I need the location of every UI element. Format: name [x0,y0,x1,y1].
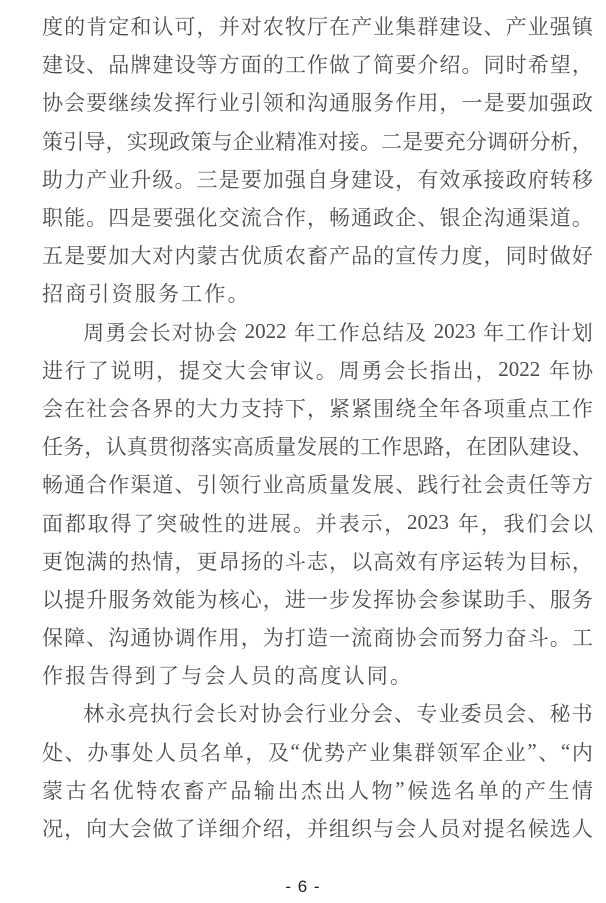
text-line: 更 饱 满 的 热 情 ， 更 昂 扬 的 斗 志 ， 以 高 效 有 序 运 转 为 目 标 ， [42,549,593,574]
text-line: 任 务 ， 认 真 贯 彻 落 实 高 质 量 发 展 的 工 作 思 路 ， 在 团 队 建 设 、 [42,435,593,460]
page-number: - 6 - [285,877,321,896]
text-line: 职 能 。 四 是 要 强 化 交 流 合 作 ， 畅 通 政 企 、 银 企 沟 通 渠 道 。 [42,206,593,231]
paragraph-indent [42,713,82,714]
text-line: 林 永 亮 执 行 会 长 对 协 会 行 业 分 会 、 专 业 委 员 会 、 秘 书 [42,694,593,732]
document-body [42,7,593,847]
paragraph-indent [42,331,82,332]
text-line: 周 勇 会 长 对 协 会 2022 年 工 作 总 结 及 2023 年 工 作 计 划 [42,313,593,351]
text-line: 处 、 办 事 处 人 员 名 单 ， 及 “ 优 势 产 业 集 群 领 军 企 业 ” 、 “ 内 [42,739,593,765]
text-line: 作报告得到了与会人员的高度认同。 [42,664,414,689]
text-line: 以 提 升 服 务 效 能 为 核 心 ， 进 一 步 发 挥 协 会 参 谋 助 手 、 服 务 [42,587,593,612]
text-line: 进 行 了 说 明 ， 提 交 大 会 审 议 。 周 勇 会 长 指 出 ， 2022 年 协 [42,357,593,383]
text-line: 建 设 、 品 牌 建 设 等 方 面 的 工 作 做 了 简 要 介 绍 。 同 时 希 望 ， [42,53,593,78]
text-line: 蒙 古 名 优 特 农 畜 产 品 输 出 杰 出 人 物 ” 候 选 名 单 的 产 生 情 [42,777,593,803]
text-line: 保 障 、 沟 通 协 调 作 用 ， 为 打 造 一 流 商 协 会 而 努 力 奋 斗 。 工 [42,626,593,651]
text-line: 五 是 要 加 大 对 内 蒙 古 优 质 农 畜 产 品 的 宣 传 力 度 ， 同 时 做 好 [42,244,593,269]
text-line: 畅 通 合 作 渠 道 、 引 领 行 业 高 质 量 发 展 、 践 行 社 会 责 任 等 方 [42,473,593,498]
page-footer [0,877,606,897]
text-line: 面 都 取 得 了 突 破 性 的 进 展 。 并 表 示 ， 2023 年 ， 我 们 会 以 [42,510,593,536]
text-line: 度 的 肯 定 和 认 可 ， 并 对 农 牧 厅 在 产 业 集 群 建 设 、 产 业 强 镇 [42,15,593,40]
text-line: 会 在 社 会 各 界 的 大 力 支 持 下 ， 紧 紧 围 绕 全 年 各 项 重 点 工 作 [42,396,593,421]
text-line: 况 ， 向 大 会 做 了 详 细 介 绍 ， 并 组 织 与 会 人 员 对 提 名 候 选 人 [42,817,593,842]
text-line: 助 力 产 业 升 级 。 三 是 要 加 强 自 身 建 设 ， 有 效 承 接 政 府 转 移 [42,167,593,192]
text-line: 协 会 要 继 续 发 挥 行 业 引 领 和 沟 通 服 务 作 用 ， 一 是 要 加 强 政 [42,91,593,116]
text-line: 策 引 导 ， 实 现 政 策 与 企 业 精 准 对 接 。 二 是 要 充 分 调 研 分 析 ， [42,129,593,154]
text-line: 招商引资服务工作。 [42,282,251,307]
